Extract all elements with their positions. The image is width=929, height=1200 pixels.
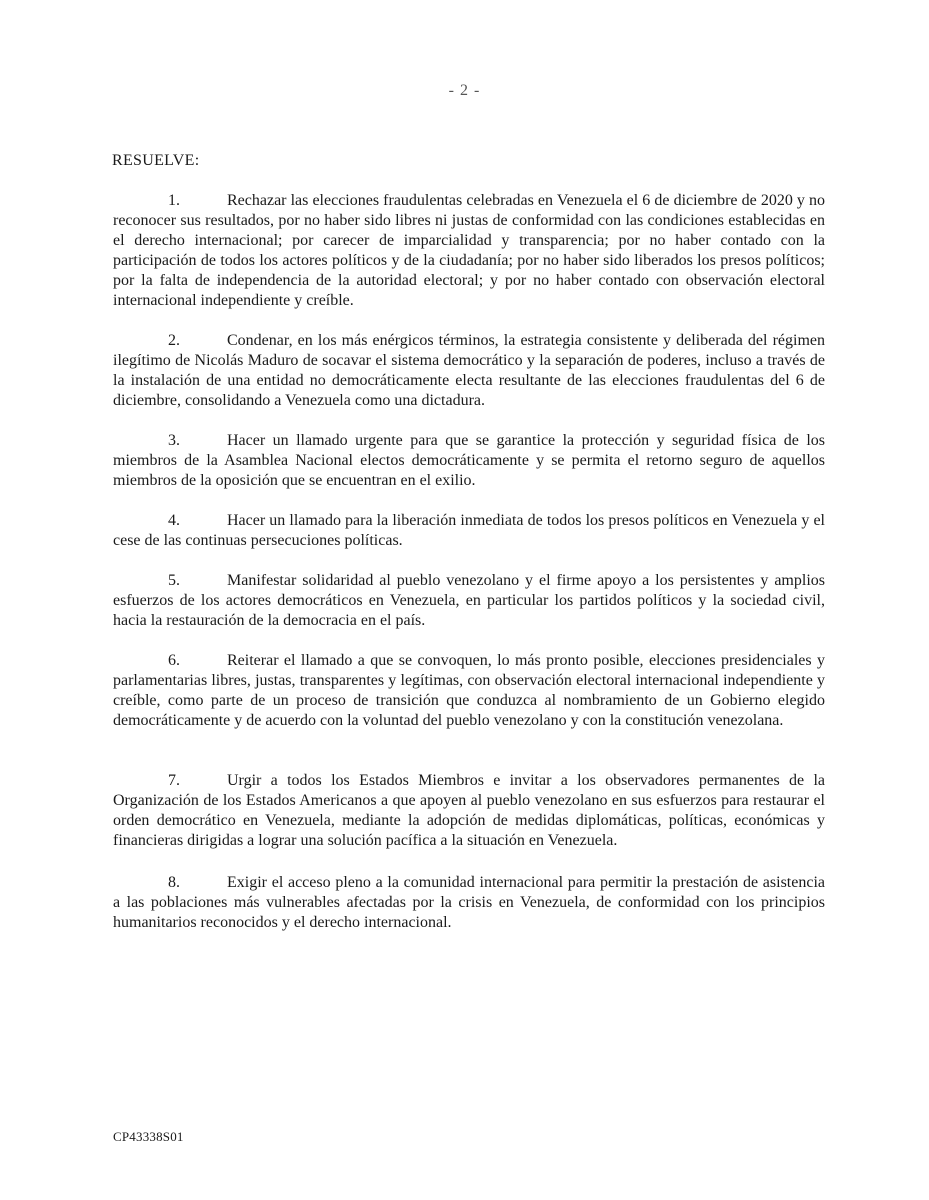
resolution-item-7	[113, 771, 825, 851]
item-text: Hacer un llamado urgente para que se garantice la protección y seguridad física de los miembros de la Asamblea Nacional electos democráticamente y se permita el retorno seguro de aquellos miembros de la oposición que se encuentran en el exilio.	[113, 432, 825, 489]
item-text: Exigir el acceso pleno a la comunidad internacional para permitir la prestación de asistencia a las poblaciones más vulnerables afectadas por la crisis en Venezuela, de conformidad con los principios humanitarios reconocidos y el derecho internacional.	[113, 874, 825, 931]
page-number: - 2 -	[448, 82, 481, 99]
item-text: Condenar, en los más enérgicos términos, la estrategia consistente y deliberada del régimen ilegítimo de Nicolás Maduro de socavar el sistema democrático y la separación de poderes, incluso a través de la instalación de una entidad no democráticamente electa resultante de las elecciones fraudulentas del 6 de diciembre, consolidando a Venezuela como una dictadura.	[113, 332, 825, 409]
resolution-item-6	[113, 651, 825, 731]
item-number: 2.	[168, 332, 180, 349]
item-text: Hacer un llamado para la liberación inmediata de todos los presos políticos en Venezuela y el cese de las continuas persecuciones políticas.	[113, 512, 825, 549]
resolution-item-8	[113, 873, 825, 933]
document-code: CP43338S01	[113, 1129, 184, 1144]
resolution-item-4	[113, 511, 825, 551]
resolution-item-3	[113, 431, 825, 491]
resolution-item-1	[113, 191, 825, 311]
item-text: Rechazar las elecciones fraudulentas celebradas en Venezuela el 6 de diciembre de 2020 y no reconocer sus resultados, por no haber sido libres ni justas de conformidad con las condiciones establecidas en el derecho internacional; por carecer de imparcialidad y transparencia; por no haber contado con la participación de todos los actores políticos y de la ciudadanía; por no haber sido liberados los presos políticos; por la falta de independencia de la autoridad electoral; y por no haber contado con observación electoral internacional independiente y creíble.	[113, 192, 825, 309]
resolution-item-5	[113, 571, 825, 631]
item-text: Urgir a todos los Estados Miembros e invitar a los observadores permanentes de la Organización de los Estados Americanos a que apoyen al pueblo venezolano en sus esfuerzos para restaurar el orden democrático en Venezuela, mediante la adopción de medidas diplomáticas, políticas, económicas y financieras dirigidas a lograr una solución pacífica a la situación en Venezuela.	[113, 772, 825, 849]
item-text: Manifestar solidaridad al pueblo venezolano y el firme apoyo a los persistentes y amplios esfuerzos de los actores democráticos en Venezuela, en particular los partidos políticos y la sociedad civil, hacia la restauración de la democracia en el país.	[113, 572, 825, 629]
item-text: Reiterar el llamado a que se convoquen, lo más pronto posible, elecciones presidenciales y parlamentarias libres, justas, transparentes y legítimas, con observación electoral internacional independiente y creíble, como parte de un proceso de transición que conduzca al nombramiento de un Gobierno elegido democráticamente y de acuerdo con la voluntad del pueblo venezolano y con la constitución venezolana.	[113, 652, 825, 729]
resolution-heading: RESUELVE:	[112, 152, 200, 169]
item-number: 7.	[168, 772, 180, 789]
item-number: 5.	[168, 572, 180, 589]
item-number: 4.	[168, 512, 180, 529]
item-number: 3.	[168, 432, 180, 449]
item-number: 1.	[168, 192, 180, 209]
item-number: 8.	[168, 874, 180, 891]
resolution-item-2	[113, 331, 825, 411]
item-number: 6.	[168, 652, 180, 669]
